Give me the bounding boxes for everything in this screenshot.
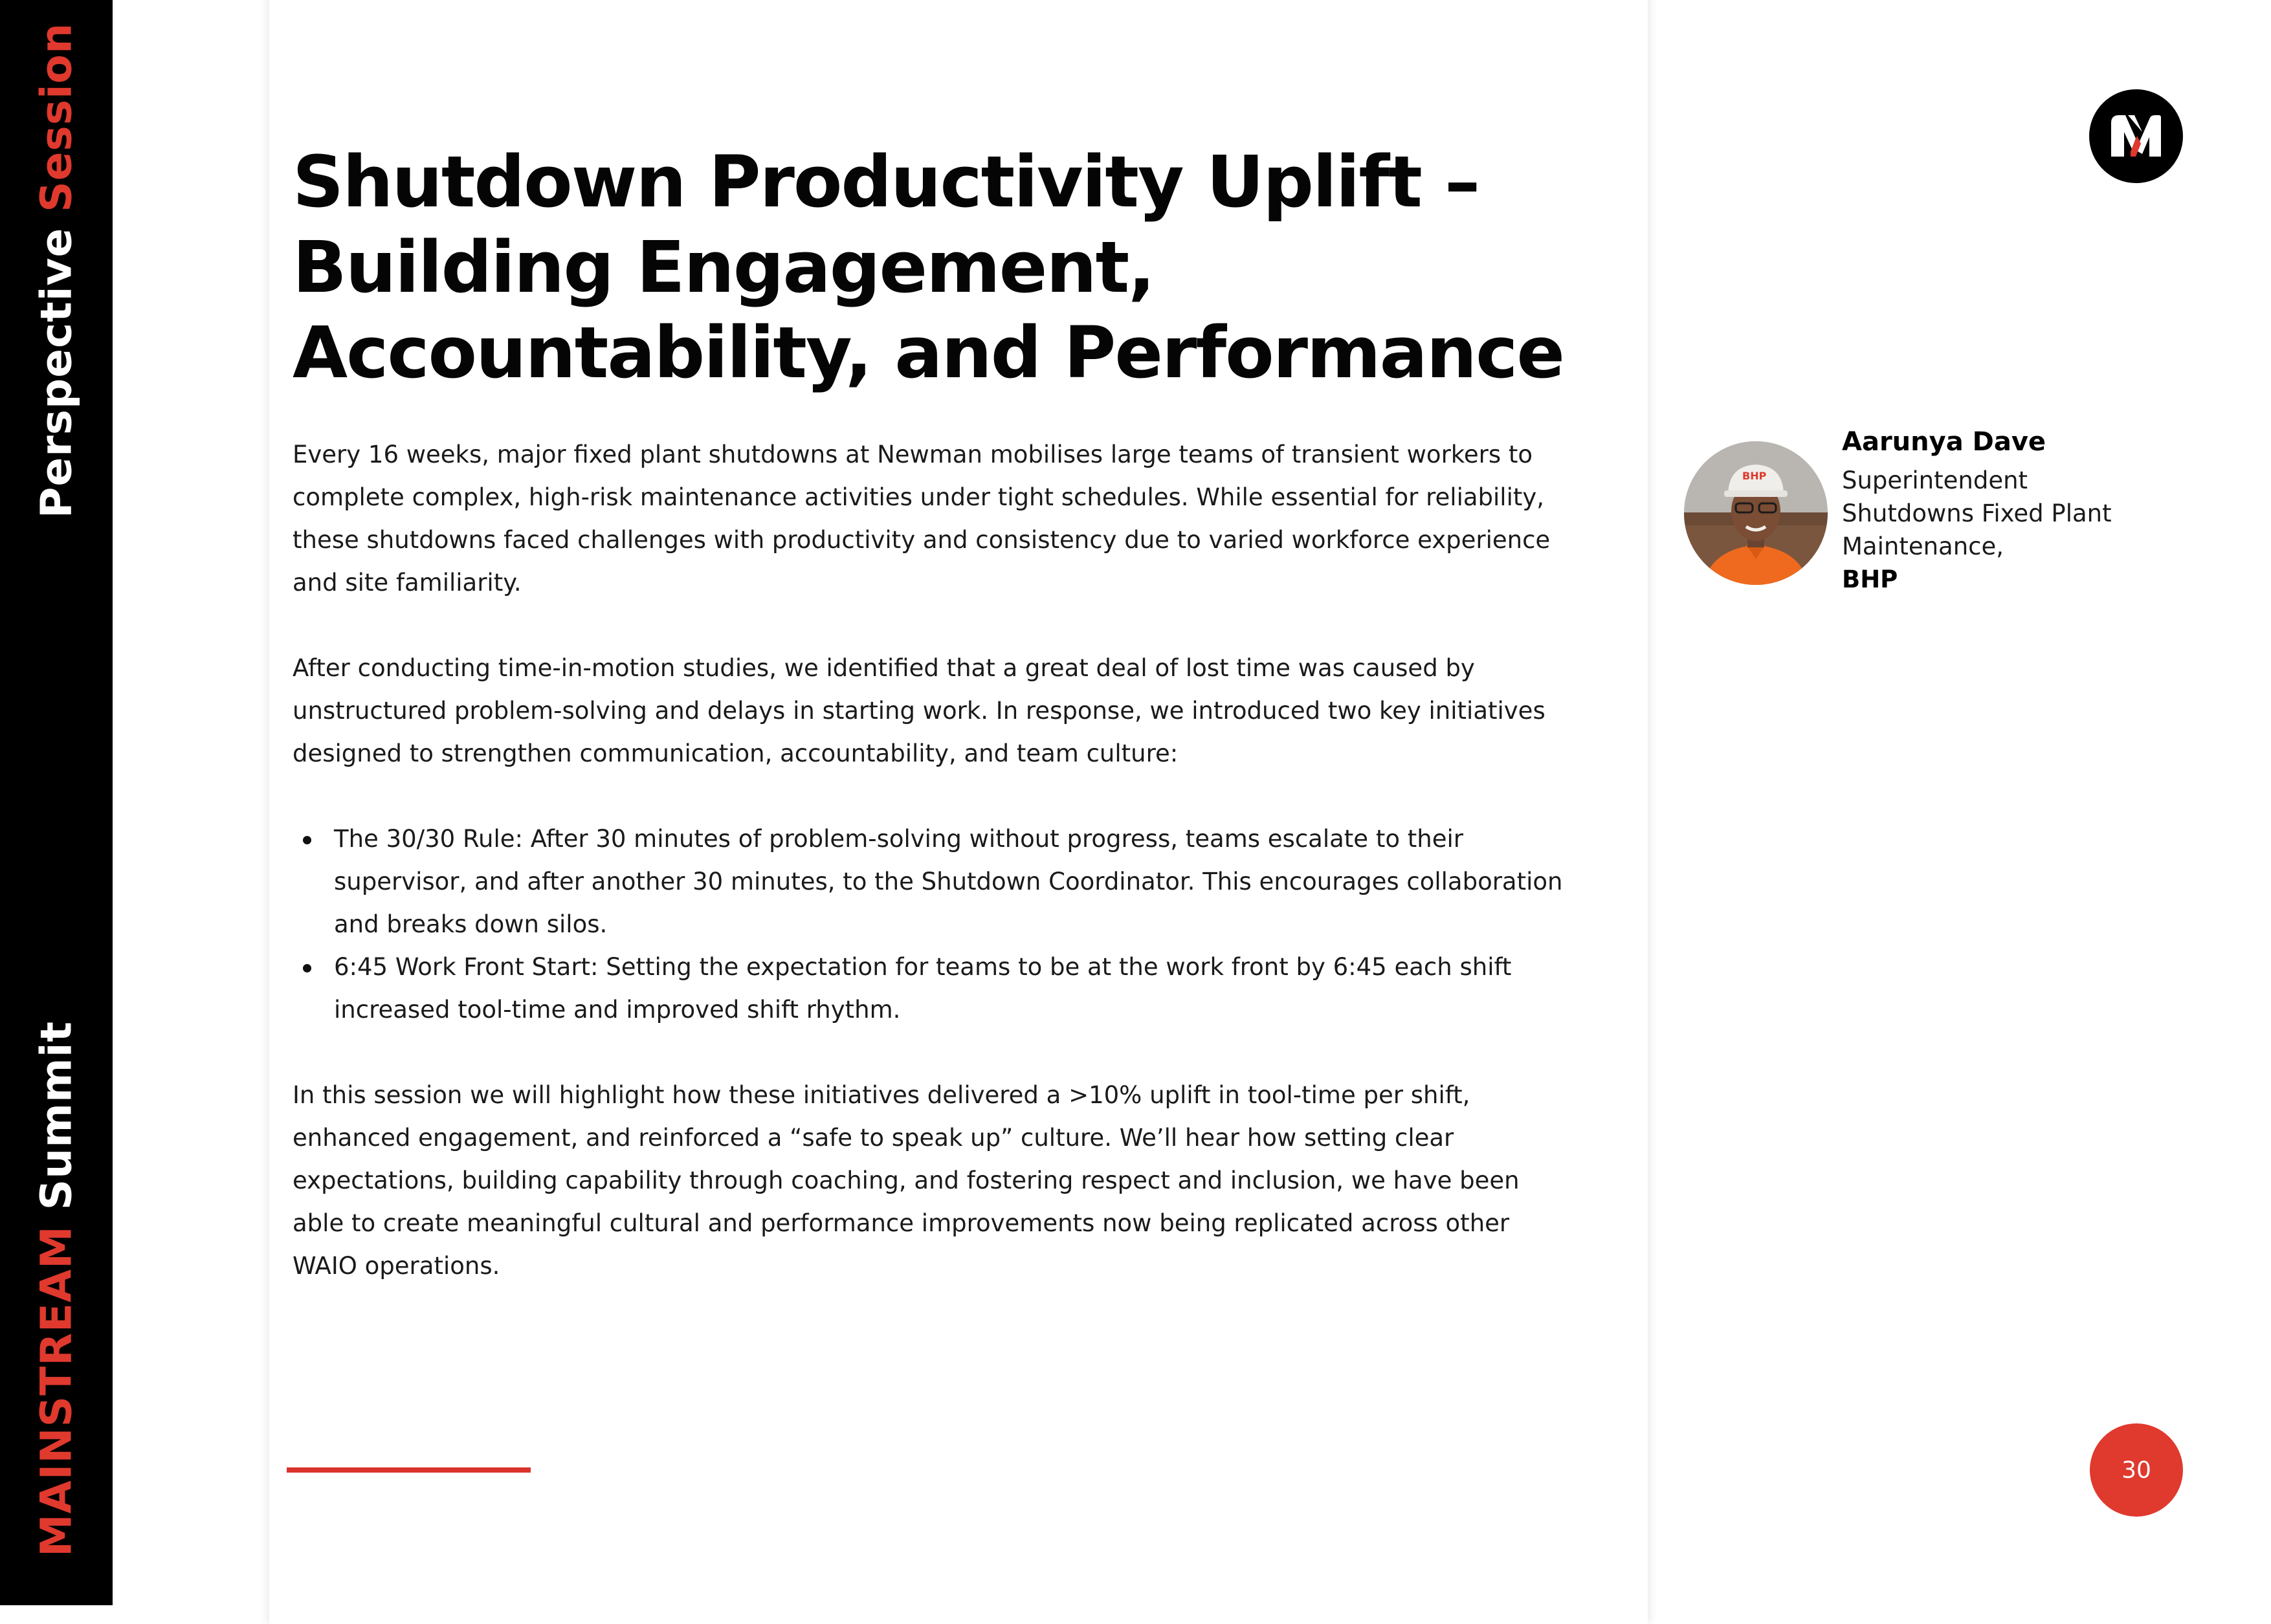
page-number-badge: 30 bbox=[2090, 1423, 2183, 1517]
speaker-avatar bbox=[1684, 441, 1828, 585]
list-item-line: and breaks down silos. bbox=[334, 910, 608, 938]
speaker-role-line: Shutdowns Fixed Plant bbox=[1842, 499, 2112, 527]
session-label-word1: Perspective bbox=[31, 227, 82, 518]
left-sidebar-banner bbox=[0, 0, 113, 1605]
paragraph-3 bbox=[293, 1074, 1587, 1288]
helmet-label: BHP bbox=[1742, 470, 1767, 482]
abstract-body bbox=[293, 433, 1587, 1288]
paragraph-2 bbox=[293, 647, 1587, 775]
paragraph-1 bbox=[293, 433, 1587, 604]
paragraph-2-line: unstructured problem-solving and delays in starting work. In response, we introduced two key initiatives bbox=[293, 697, 1545, 725]
summit-label-word2: Summit bbox=[31, 1020, 82, 1211]
paragraph-2-line: designed to strengthen communication, accountability, and team culture: bbox=[293, 740, 1179, 767]
title-line-3: Accountability, and Performance bbox=[293, 311, 1564, 394]
speaker-company: BHP bbox=[1842, 565, 1898, 593]
paragraph-3-line: expectations, building capability through coaching, and fostering respect and inclusion, we have been bbox=[293, 1167, 1520, 1194]
list-item-line: 6:45 Work Front Start: Setting the expectation for teams to be at the work front by 6:45 each shift bbox=[334, 953, 1512, 981]
title-line-2: Building Engagement, bbox=[293, 226, 1155, 309]
initiatives-list bbox=[293, 818, 1587, 1031]
speaker-role-line: Maintenance, bbox=[1842, 532, 2004, 560]
session-label-word2: Session bbox=[31, 23, 82, 212]
paragraph-3-line: In this session we will highlight how these initiatives delivered a >10% uplift in tool-time per shift, bbox=[293, 1081, 1470, 1109]
summit-label bbox=[32, 1021, 82, 1557]
speaker-info bbox=[1842, 424, 2204, 596]
paragraph-2-line: After conducting time-in-motion studies, we identified that a great deal of lost time was caused by bbox=[293, 654, 1475, 682]
session-label bbox=[32, 23, 82, 518]
paragraph-3-line: able to create meaningful cultural and performance improvements now being replicated across other bbox=[293, 1209, 1510, 1237]
list-item-line: supervisor, and after another 30 minutes, to the Shutdown Coordinator. This encourages collaboration bbox=[334, 868, 1563, 895]
speaker-role-line: Superintendent bbox=[1842, 466, 2028, 494]
summit-label-word1: MAINSTREAM bbox=[31, 1225, 82, 1557]
list-item-line: increased tool-time and improved shift rhythm. bbox=[334, 996, 901, 1024]
paragraph-1-line: Every 16 weeks, major fixed plant shutdowns at Newman mobilises large teams of transient workers to bbox=[293, 441, 1533, 468]
title-line-1: Shutdown Productivity Uplift – bbox=[293, 140, 1479, 223]
paragraph-1-line: these shutdowns faced challenges with productivity and consistency due to varied workforce experience bbox=[293, 526, 1551, 554]
mainstream-logo-icon bbox=[2089, 89, 2183, 183]
list-item bbox=[293, 946, 1587, 1031]
accent-divider bbox=[287, 1467, 531, 1473]
list-item-line: The 30/30 Rule: After 30 minutes of problem-solving without progress, teams escalate to their bbox=[334, 825, 1463, 853]
paragraph-3-line: WAIO operations. bbox=[293, 1252, 500, 1280]
paragraph-3-line: enhanced engagement, and reinforced a “safe to speak up” culture. We’ll hear how setting clear bbox=[293, 1124, 1454, 1152]
page-title bbox=[293, 139, 1587, 395]
paragraph-1-line: complete complex, high-risk maintenance activities under tight schedules. While essential for reliability, bbox=[293, 483, 1545, 511]
speaker-name: Aarunya Dave bbox=[1842, 427, 2046, 457]
list-item bbox=[293, 818, 1587, 946]
paragraph-1-line: and site familiarity. bbox=[293, 569, 522, 597]
